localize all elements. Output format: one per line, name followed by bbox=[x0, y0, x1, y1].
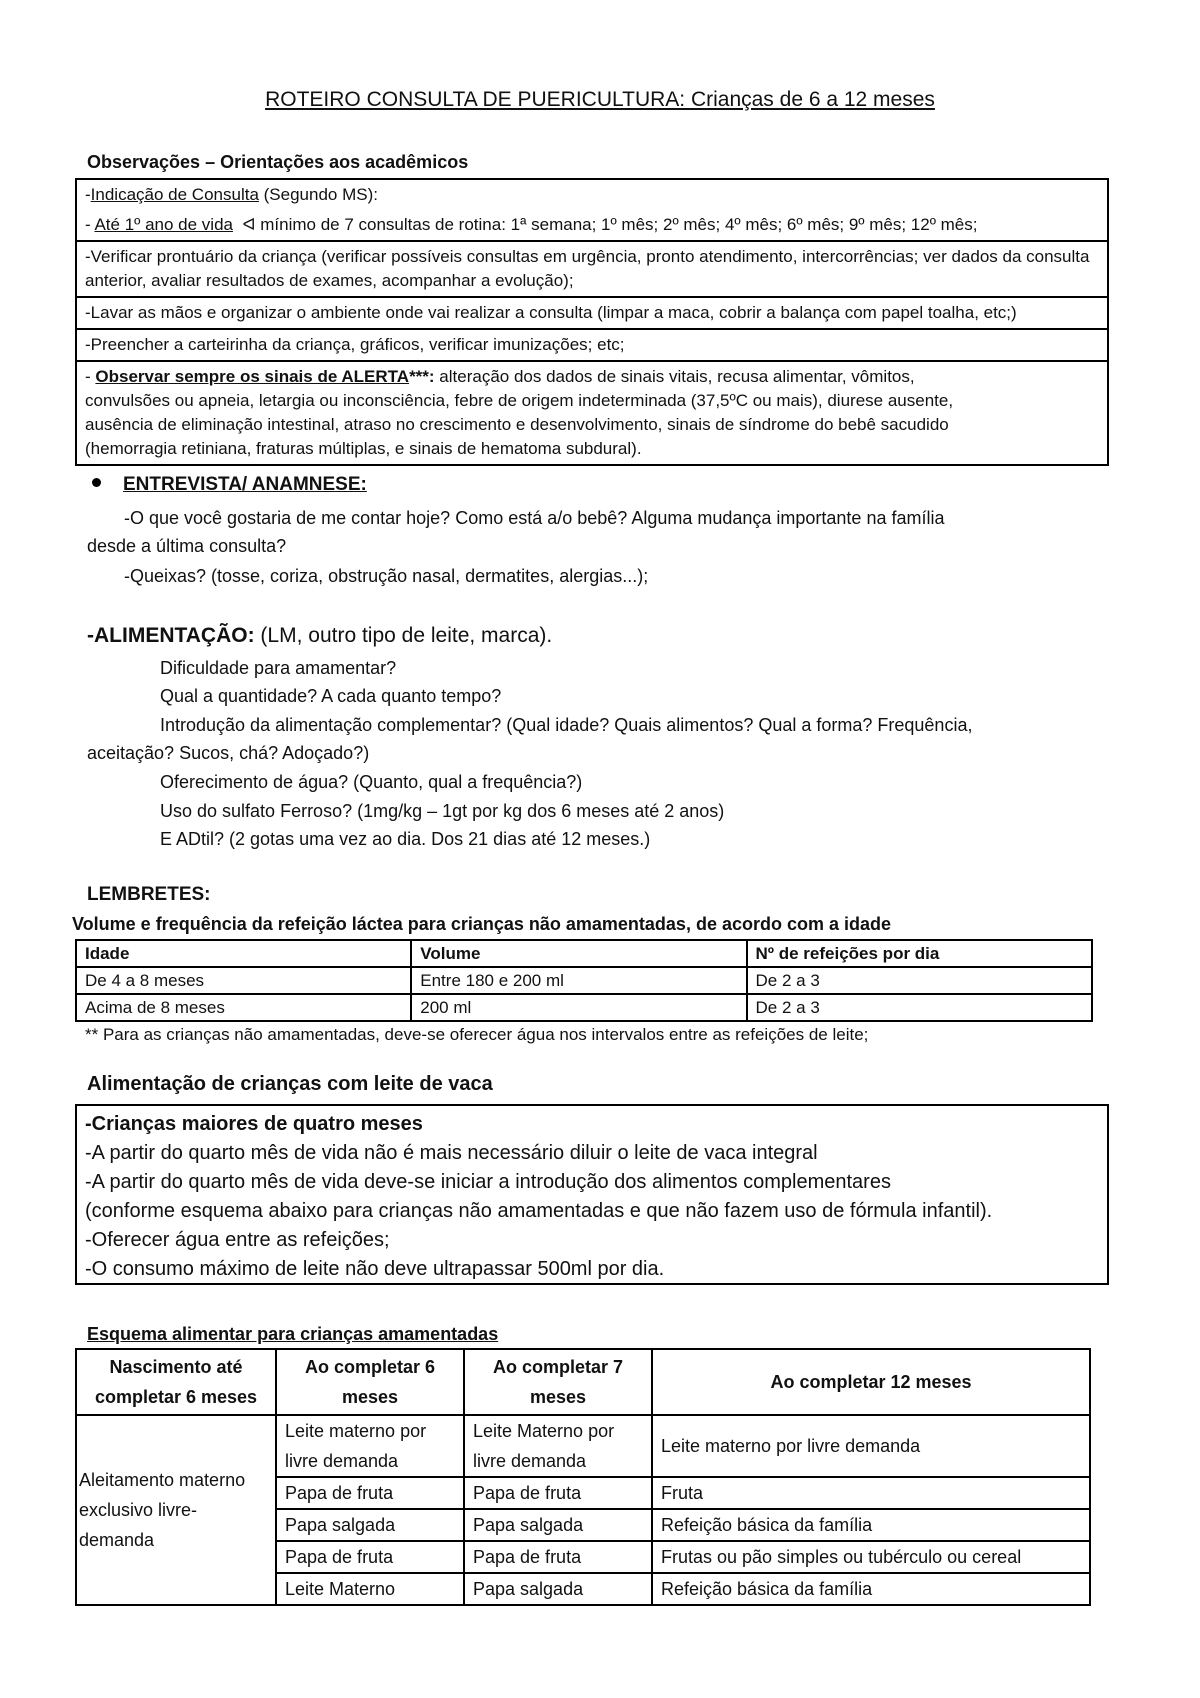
leite-vaca-box bbox=[75, 1104, 1109, 1285]
alimentacao-line-5: Oferecimento de água? (Quanto, qual a frequência?) bbox=[160, 772, 583, 792]
ate-1-ano-link: Até 1º ano de vida bbox=[94, 215, 233, 234]
table-header-cell: Nascimento até completar 6 meses bbox=[76, 1349, 276, 1415]
entrevista-line-1: -O que você gostaria de me contar hoje? Como está a/o bebê? Alguma mudança importante na família bbox=[124, 508, 945, 528]
entrevista-heading: ENTREVISTA/ ANAMNESE: bbox=[92, 474, 367, 496]
alimentacao-line-1: Dificuldade para amamentar? bbox=[160, 658, 397, 678]
table-cell: Fruta bbox=[652, 1477, 1090, 1509]
alimentacao-line-7: E ADtil? (2 gotas uma vez ao dia. Dos 21 dias até 12 meses.) bbox=[160, 829, 651, 849]
esquema-heading: Esquema alimentar para crianças amamentadas bbox=[87, 1324, 499, 1344]
table-cell: Leite materno por livre demanda bbox=[276, 1415, 464, 1477]
table-cell: De 4 a 8 meses bbox=[76, 967, 411, 994]
alimentacao-line-2: Qual a quantidade? A cada quanto tempo? bbox=[160, 686, 502, 706]
table-cell: Frutas ou pão simples ou tubérculo ou cereal bbox=[652, 1541, 1090, 1573]
entrevista-line-2: desde a última consulta? bbox=[87, 536, 287, 556]
observacoes-heading: Observações – Orientações aos acadêmicos bbox=[87, 152, 469, 172]
table-cell: De 2 a 3 bbox=[747, 967, 1092, 994]
observacoes-box bbox=[75, 178, 1109, 466]
table-header-cell: Nº de refeições por dia bbox=[747, 940, 1092, 967]
obs-row-alerta: - Observar sempre os sinais de ALERTA***: alteração dos dados de sinais vitais, recusa alimentar, vômitos, convulsões ou apneia, letargia ou inconsciência, febre de origem indeterminada (37,5ºC ou mais), diurese ausente, ausência de eliminação intestinal, atraso no crescimento e desenvolvimento, sinais de síndrome do bebê sacudido (hemorragia retiniana, fraturas múltiplas, e sinais de hematoma subdural). bbox=[77, 360, 1107, 464]
table-header-cell: Volume bbox=[411, 940, 746, 967]
table-cell: Papa de fruta bbox=[276, 1541, 464, 1573]
entrevista-line-3: -Queixas? (tosse, coriza, obstrução nasal, dermatites, alergias...); bbox=[124, 566, 649, 586]
table-cell: Refeição básica da família bbox=[652, 1573, 1090, 1605]
table-cell: Papa de fruta bbox=[276, 1477, 464, 1509]
leite-vaca-line: -Crianças maiores de quatro meses bbox=[85, 1113, 423, 1135]
indicacao-link: Indicação de Consulta bbox=[90, 185, 259, 204]
alimentacao-line-3: Introdução da alimentação complementar? (Qual idade? Quais alimentos? Qual a forma? Frequência, bbox=[160, 715, 973, 735]
alimentacao-line-4: aceitação? Sucos, chá? Adoçado?) bbox=[87, 743, 370, 763]
table-cell: Refeição básica da família bbox=[652, 1509, 1090, 1541]
table-cell: Leite materno por livre demanda bbox=[652, 1415, 1090, 1477]
obs-row-prontuario: -Verificar prontuário da criança (verificar possíveis consultas em urgência, pronto atendimento, intercorrências; ver dados da consulta anterior, avaliar resultados de exames, acompanhar a evolução); bbox=[77, 240, 1107, 296]
obs-row-lavar-maos: -Lavar as mãos e organizar o ambiente onde vai realizar a consulta (limpar a maca, cobrir a balança com papel toalha, etc;) bbox=[77, 296, 1107, 328]
table-cell: De 2 a 3 bbox=[747, 994, 1092, 1021]
table-header-cell: Ao completar 7 meses bbox=[464, 1349, 652, 1415]
lembretes-heading: LEMBRETES: bbox=[87, 884, 211, 905]
leite-vaca-heading: Alimentação de crianças com leite de vaca bbox=[87, 1073, 493, 1095]
table-header-cell: Ao completar 6 meses bbox=[276, 1349, 464, 1415]
leite-vaca-line: -Oferecer água entre as refeições; bbox=[85, 1229, 390, 1251]
leite-vaca-line: -O consumo máximo de leite não deve ultrapassar 500ml por dia. bbox=[85, 1258, 665, 1280]
table-row bbox=[76, 994, 1092, 1021]
table-row bbox=[76, 1415, 1090, 1477]
table-cell: Papa salgada bbox=[464, 1509, 652, 1541]
table-cell: Leite Materno por livre demanda bbox=[464, 1415, 652, 1477]
table-header-row bbox=[76, 1349, 1090, 1415]
alerta-label: Observar sempre os sinais de ALERTA bbox=[95, 367, 410, 386]
volume-note: ** Para as crianças não amamentadas, deve-se oferecer água nos intervalos entre as refeições de leite; bbox=[85, 1025, 869, 1044]
alimentacao-heading: -ALIMENTAÇÃO: (LM, outro tipo de leite, marca). bbox=[87, 624, 553, 647]
page-title: ROTEIRO CONSULTA DE PUERICULTURA: Crianças de 6 a 12 meses bbox=[265, 88, 935, 111]
obs-row-indicacao: -Indicação de Consulta (Segundo MS): bbox=[85, 185, 378, 204]
esquema-table bbox=[75, 1348, 1091, 1606]
alimentacao-line-6: Uso do sulfato Ferroso? (1mg/kg – 1gt por kg dos 6 meses até 2 anos) bbox=[160, 801, 725, 821]
table-header-row bbox=[76, 940, 1092, 967]
leite-vaca-line: (conforme esquema abaixo para crianças não amamentadas e que não fazem uso de fórmula infantil). bbox=[85, 1200, 993, 1222]
table-cell: Leite Materno bbox=[276, 1573, 464, 1605]
obs-row-carteirinha: -Preencher a carteirinha da criança, gráficos, verificar imunizações; etc; bbox=[77, 328, 1107, 360]
table-cell: Papa salgada bbox=[464, 1573, 652, 1605]
table-cell: Papa de fruta bbox=[464, 1477, 652, 1509]
table-header-cell: Ao completar 12 meses bbox=[652, 1349, 1090, 1415]
leite-vaca-line: -A partir do quarto mês de vida não é mais necessário diluir o leite de vaca integral bbox=[85, 1142, 818, 1164]
table-cell: Papa de fruta bbox=[464, 1541, 652, 1573]
table-cell: Acima de 8 meses bbox=[76, 994, 411, 1021]
table-cell: Papa salgada bbox=[276, 1509, 464, 1541]
table-cell: Entre 180 e 200 ml bbox=[411, 967, 746, 994]
obs-row-ate-1-ano: - Até 1º ano de vida ⁠ ᐊ mínimo de 7 consultas de rotina: 1ª semana; 1º mês; 2º mês; 4º mês; 6º mês; 9º mês; 12º mês; bbox=[85, 215, 978, 234]
leite-vaca-line: -A partir do quarto mês de vida deve-se iniciar a introdução dos alimentos complementares bbox=[85, 1171, 891, 1193]
table-row bbox=[76, 967, 1092, 994]
table-header-cell: Idade bbox=[76, 940, 411, 967]
volume-table bbox=[75, 939, 1093, 1022]
table-cell: 200 ml bbox=[411, 994, 746, 1021]
volume-heading: Volume e frequência da refeição láctea para crianças não amamentadas, de acordo com a idade bbox=[72, 914, 891, 934]
bullet-icon bbox=[92, 478, 101, 487]
table-cell: Aleitamento materno exclusivo livre-demanda bbox=[76, 1415, 276, 1605]
